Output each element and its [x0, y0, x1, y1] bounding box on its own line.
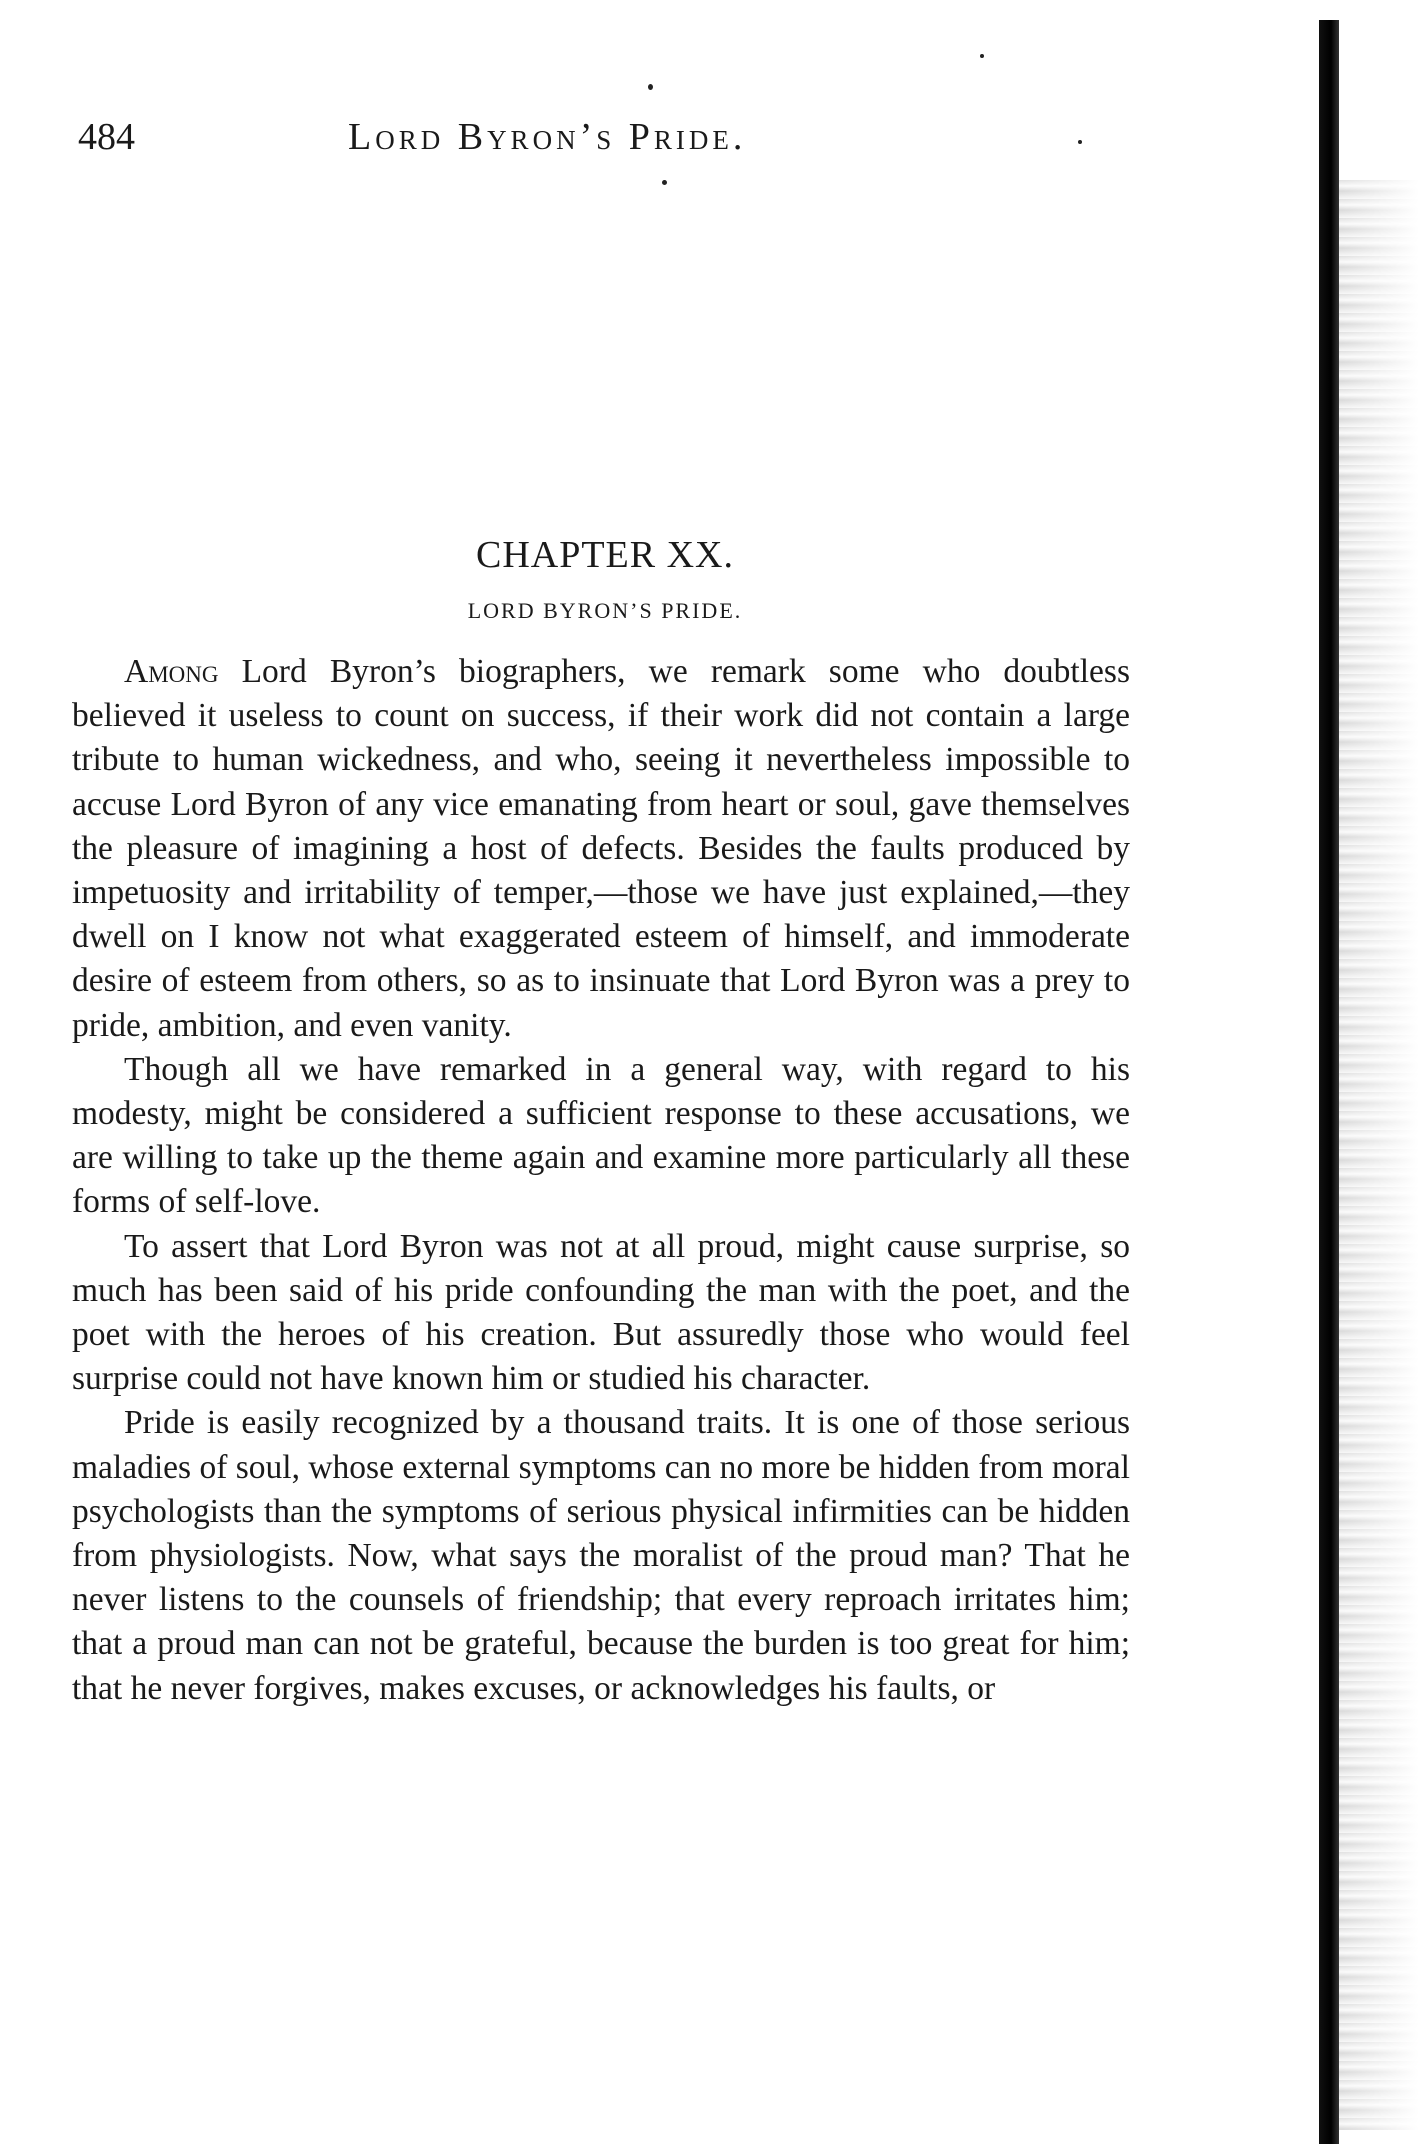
chapter-subtitle: LORD BYRON’S PRIDE. [467, 598, 743, 623]
binding-gutter-shadow [1311, 20, 1421, 2144]
paragraph-lead-word: Among [124, 653, 219, 690]
paragraph-1 [72, 650, 1130, 1048]
binding-edge [1319, 20, 1339, 2144]
ink-speck [980, 54, 984, 58]
ink-speck [662, 180, 667, 185]
chapter-heading: CHAPTER XX. [475, 534, 735, 576]
running-title: Lord Byron’s Pride. [348, 116, 747, 158]
ink-speck [648, 84, 653, 90]
body-text [72, 650, 1130, 1711]
paragraph-2: Though all we have remarked in a general way, with regard to his modesty, might be considered a sufficient response to these accusations, we are willing to take up the theme again and examine more particularly all these forms of self-love. [72, 1050, 1130, 1221]
ink-speck [1078, 140, 1082, 144]
page-number: 484 [78, 116, 135, 158]
paragraph-4: Pride is easily recognized by a thousand traits. It is one of those serious maladies of soul, whose external symptoms can no more be hidden from moral psychologists than the symptoms of serious physical infirmities can be hidden from physiologists. Now, what says the moralist of the proud man? That he never listens to the counsels of friendship; that every reproach irritates him; that a proud man can not be grateful, because the burden is too great for him; that he never forgives, makes excuses, or acknowledges his faults, or [72, 1404, 1130, 1707]
paragraph-3: To assert that Lord Byron was not at all proud, might cause surprise, so much has been said of his pride confounding the man with the poet, and the poet with the heroes of his creation. But assuredly those who would feel surprise could not have known him or studied his character. [72, 1227, 1130, 1398]
gutter-shading [1339, 180, 1419, 2130]
paragraph-1-text: Lord Byron’s biographers, we remark some who doubtless believed it useless to count on success, if their work did not contain a large tribute to human wickedness, and who, seeing it nevertheless impossible to accuse Lord Byron of any vice emanating from heart or soul, gave themselves the pleasure of imagining a host of defects. Besides the faults produced by impetuosity and irritability of temper,—those we have just explained,—they dwell on I know not what exaggerated esteem of himself, and immoderate desire of esteem from others, so as to insinuate that Lord Byron was a prey to pride, ambition, and even vanity. [72, 653, 1130, 1044]
running-head [78, 112, 1118, 162]
